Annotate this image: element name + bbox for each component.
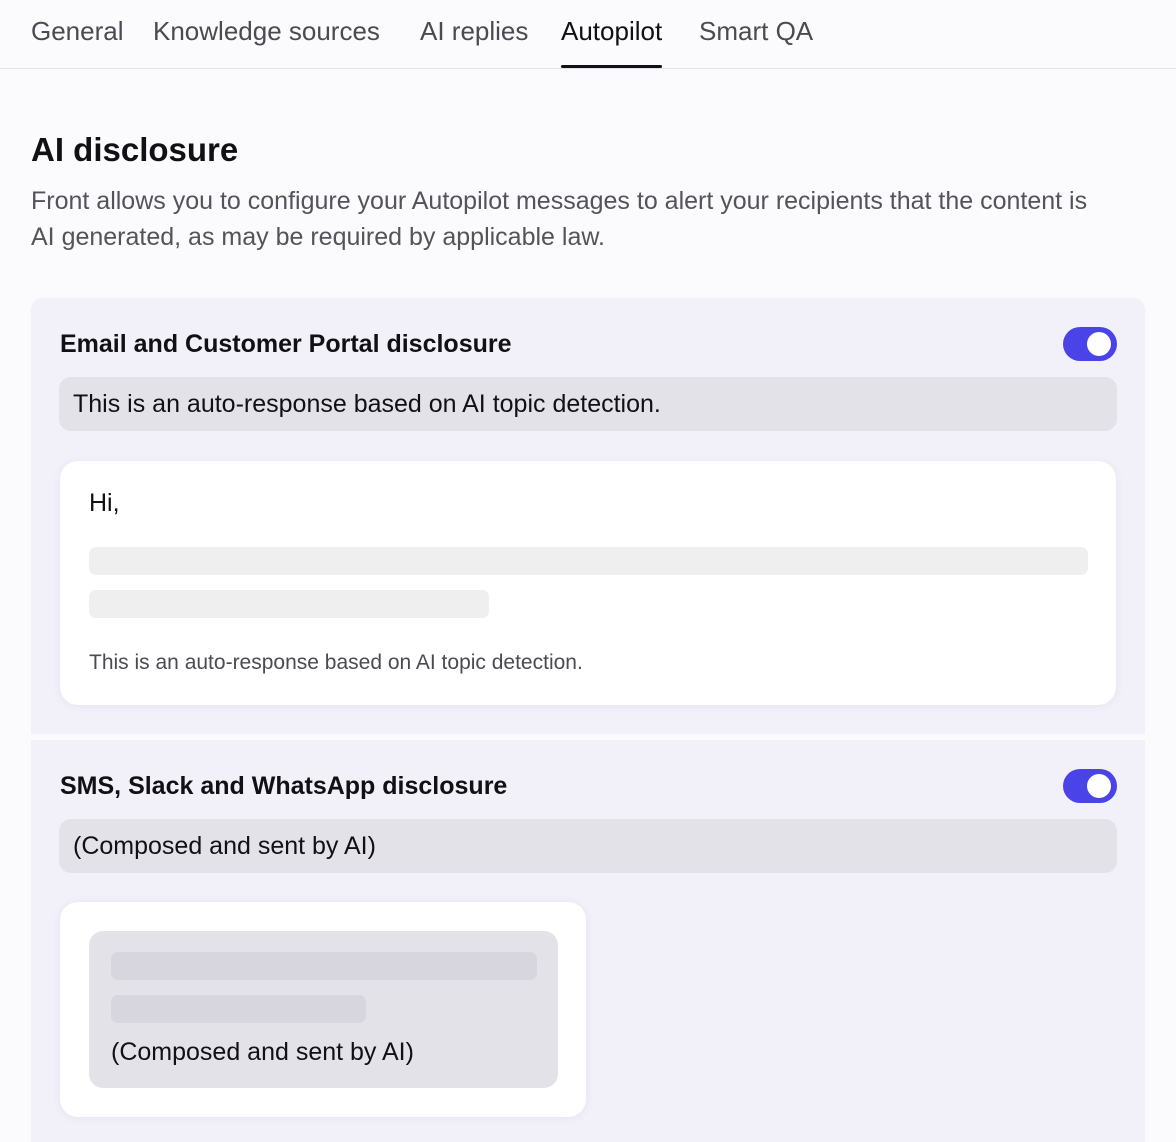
email-preview-greeting: Hi, xyxy=(89,489,120,517)
tab-ai-replies[interactable]: AI replies xyxy=(420,16,529,46)
chat-disclosure-toggle[interactable] xyxy=(1063,769,1117,803)
tab-autopilot[interactable]: Autopilot xyxy=(561,16,663,46)
chat-disclosure-input[interactable] xyxy=(59,819,1117,873)
toggle-knob xyxy=(1087,774,1111,798)
settings-tabs xyxy=(0,0,1176,69)
chat-preview-disclosure: (Composed and sent by AI) xyxy=(111,1038,414,1066)
tab-smart-qa[interactable]: Smart QA xyxy=(699,16,814,46)
tab-general[interactable]: General xyxy=(31,16,124,46)
chat-preview-card xyxy=(60,902,586,1117)
email-disclosure-heading: Email and Customer Portal disclosure xyxy=(60,330,512,358)
email-disclosure-panel xyxy=(31,298,1145,734)
section-title: AI disclosure xyxy=(31,131,239,168)
section-description: Front allows you to configure your Autopilot messages to alert your recipients that the content is AI generated, as may be required by applicable law. xyxy=(31,187,1088,251)
chat-preview-placeholder-line xyxy=(111,995,366,1023)
chat-disclosure-heading: SMS, Slack and WhatsApp disclosure xyxy=(60,772,508,800)
email-preview-placeholder-line xyxy=(89,590,489,618)
email-preview-placeholder-line xyxy=(89,547,1088,575)
toggle-knob xyxy=(1087,332,1111,356)
chat-preview-bubble xyxy=(89,931,558,1088)
chat-preview-placeholder-line xyxy=(111,952,537,980)
chat-disclosure-panel xyxy=(31,740,1145,1142)
email-disclosure-input[interactable] xyxy=(59,377,1117,431)
email-disclosure-toggle[interactable] xyxy=(1063,327,1117,361)
email-preview-disclosure: This is an auto-response based on AI topic detection. xyxy=(89,651,583,674)
tab-knowledge-sources[interactable]: Knowledge sources xyxy=(153,16,380,46)
email-preview-card xyxy=(60,461,1116,705)
